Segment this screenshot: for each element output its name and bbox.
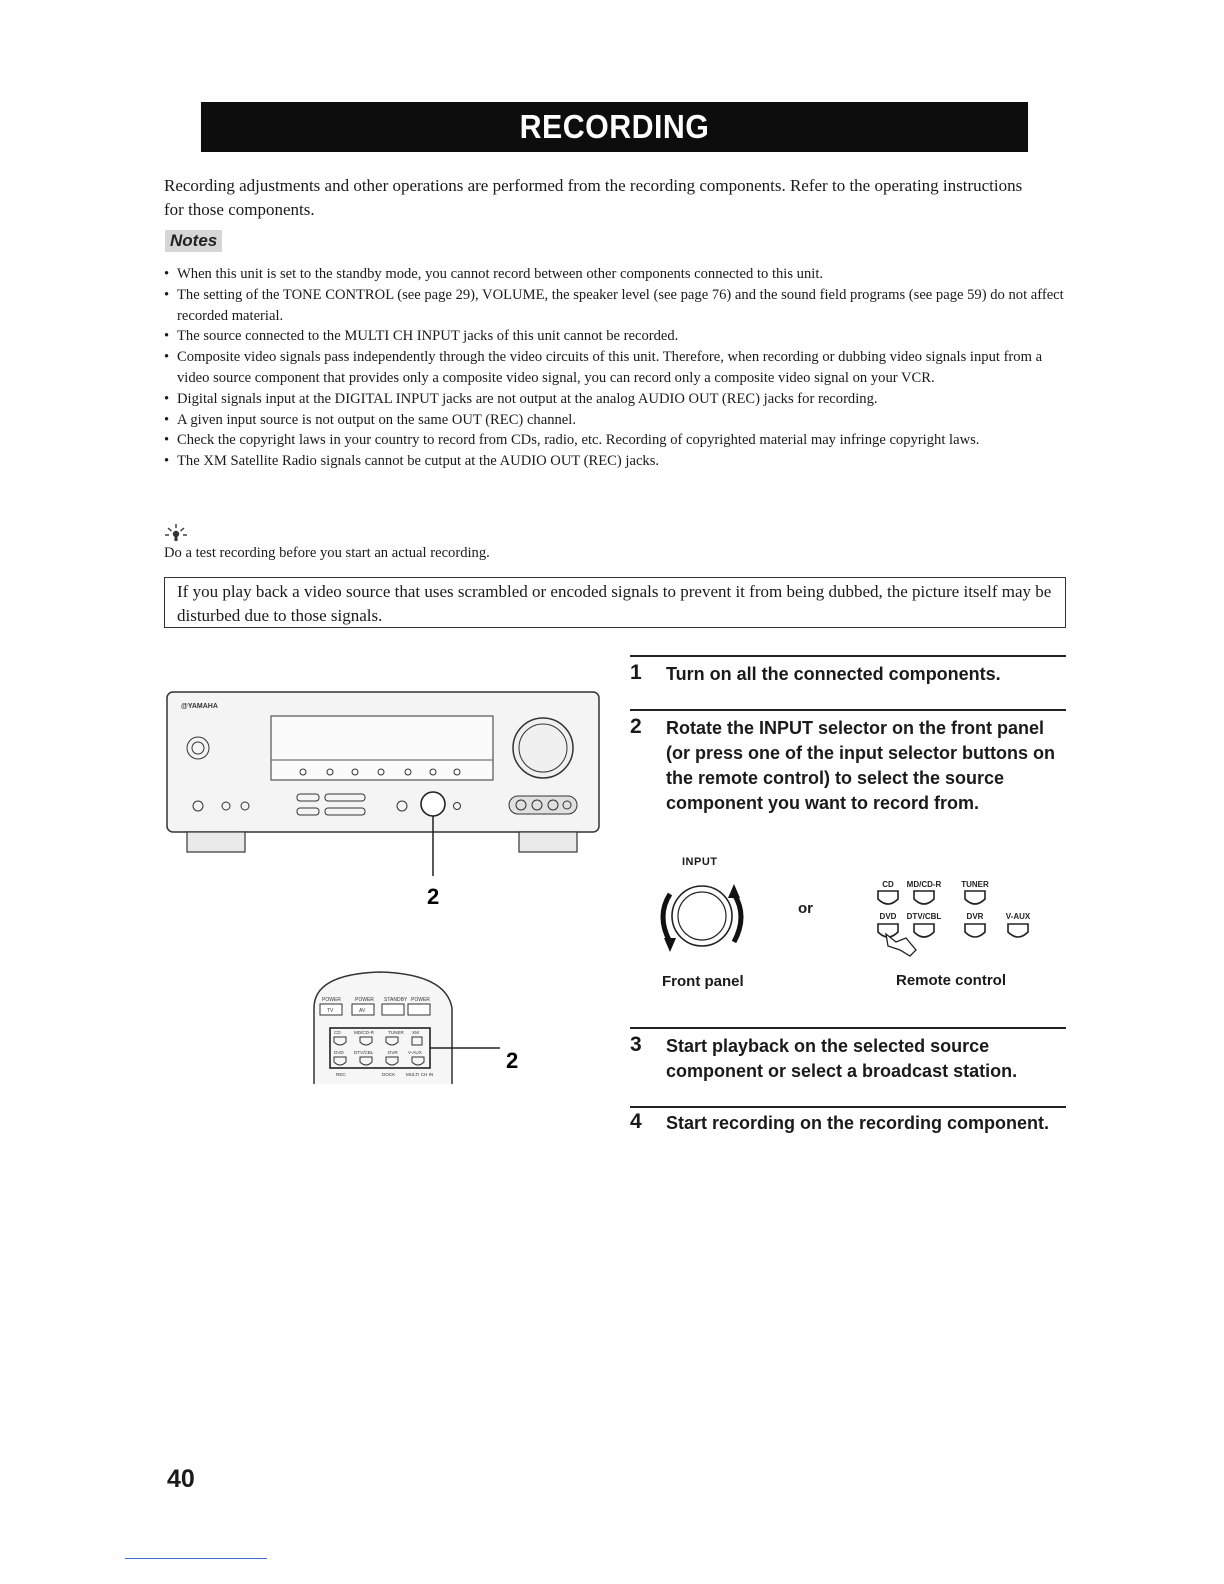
footer-divider (125, 1558, 267, 1559)
note-item: • A given input source is not output on the same OUT (REC) channel. (164, 410, 1064, 431)
step-text: Rotate the INPUT selector on the front panel (or press one of the input selector buttons on the remote control) to select the source component you want to record from. (666, 718, 1056, 813)
remote-input-buttons-icon (872, 876, 1042, 966)
brand-logo: @YAMAHA (181, 703, 218, 710)
front-panel-caption: Front panel (662, 973, 744, 990)
lightbulb-tip-icon (164, 522, 188, 542)
step-divider (630, 1106, 1066, 1108)
note-item: • The source connected to the MULTI CH INPUT jacks of this unit cannot be recorded. (164, 326, 1064, 347)
remote-label: POWER (322, 997, 341, 1003)
note-item: • The XM Satellite Radio signals cannot be cutput at the AUDIO OUT (REC) jacks. (164, 451, 1064, 472)
warning-text: If you play back a video source that uses scrambled or encoded signals to prevent it from being dubbed, the picture itself may be disturbed due to those signals. (177, 582, 1052, 625)
note-item: • Digital signals input at the DIGITAL INPUT jacks are not output at the analog AUDIO OUT (REC) jacks for recording. (164, 389, 1064, 410)
notes-label: Notes (165, 230, 222, 252)
step-number: 1 (630, 661, 642, 684)
remote-label: V-AUX (408, 1050, 422, 1055)
input-knob-label: INPUT (682, 856, 718, 868)
tip-text: Do a test recording before you start an actual recording. (164, 545, 490, 561)
step-divider (630, 709, 1066, 711)
step-text: Turn on all the connected components. (666, 664, 1001, 684)
remote-label: REC (336, 1072, 346, 1077)
note-item: • Composite video signals pass independently through the video circuits of this unit. Therefore, when recording or dubbing video signals input from a video source component that provides only a composite video signal, you can record only a composite video signal on your VCR. (164, 347, 1064, 389)
note-item: • The setting of the TONE CONTROL (see page 29), VOLUME, the speaker level (see page 76) and the sound field programs (see page 59) do not affect recorded material. (164, 285, 1064, 327)
remote-label: TUNER (388, 1030, 404, 1035)
remote-label: DVR (388, 1050, 398, 1055)
step-number: 4 (630, 1110, 642, 1133)
remote-label: MD/CD-R (354, 1030, 374, 1035)
rc-label: DTV/CBL (906, 912, 942, 921)
remote-control-caption: Remote control (896, 972, 1007, 989)
remote-label: POWER (355, 997, 374, 1003)
remote-label: DVD (334, 1050, 344, 1055)
step-text: Start playback on the selected source component or select a broadcast station. (666, 1036, 1018, 1081)
step-number: 2 (630, 715, 642, 738)
remote-label: DOCK (382, 1072, 396, 1077)
remote-key-label: TV (327, 1008, 334, 1014)
remote-label: XM (412, 1030, 419, 1035)
pointing-hand-icon (886, 934, 916, 956)
step-text: Start recording on the recording component. (666, 1113, 1050, 1133)
page-title-banner (201, 102, 1028, 152)
page-title: RECORDING (519, 108, 710, 145)
rc-label: MD/CD-R (906, 880, 942, 889)
remote-label: MULTI CH IN (406, 1072, 434, 1077)
warning-box (164, 577, 1066, 628)
receiver-front-panel-illustration (165, 688, 601, 906)
rc-label: DVR (966, 912, 984, 921)
rc-label: V-AUX (1005, 912, 1031, 921)
rc-label: DVD (879, 912, 897, 921)
rc-label: TUNER (961, 880, 989, 889)
step-number: 3 (630, 1033, 642, 1056)
note-item: • Check the copyright laws in your country to record from CDs, radio, etc. Recording of copyrighted material may infringe copyright laws. (164, 430, 1064, 451)
remote-label: DTV/CBL (354, 1050, 374, 1055)
page-number: 40 (167, 1465, 195, 1493)
remote-label: CD (334, 1030, 341, 1035)
step-divider (630, 655, 1066, 657)
rc-label: CD (882, 880, 894, 889)
remote-control-illustration (308, 968, 528, 1086)
remote-label: STANDBY (384, 997, 408, 1003)
input-selector-knob-icon (648, 872, 758, 960)
callout-remote: 2 (506, 1048, 519, 1073)
callout-front-panel: 2 (427, 884, 440, 906)
remote-label: POWER (411, 997, 430, 1003)
remote-key-label: AV (359, 1008, 366, 1014)
step-divider (630, 1027, 1066, 1029)
or-text: or (798, 900, 813, 917)
intro-paragraph: Recording adjustments and other operations are performed from the recording components. Refer to the operating instructions for those components. (164, 176, 1023, 219)
notes-list (164, 264, 1064, 472)
note-item: • When this unit is set to the standby mode, you cannot record between other components connected to this unit. (164, 264, 1064, 285)
